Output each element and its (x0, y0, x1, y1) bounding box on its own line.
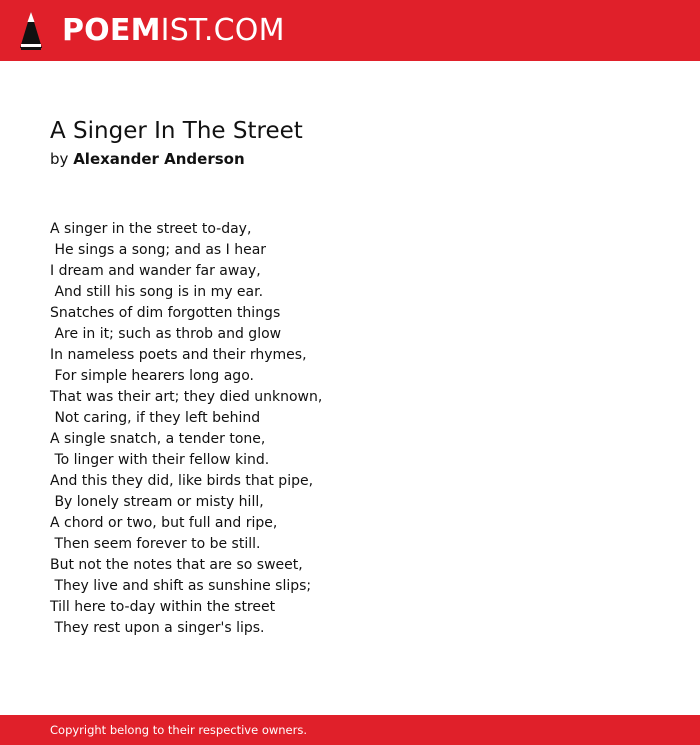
poem-line: And still his song is in my ear. (50, 284, 264, 300)
poem-line: And this they did, like birds that pipe, (50, 473, 314, 489)
brand-light: IST.COM (160, 12, 285, 48)
poem-line: He sings a song; and as I hear (50, 242, 267, 258)
poem-line: A single snatch, a tender tone, (50, 431, 266, 447)
poem-line: Then seem forever to be still. (50, 536, 261, 552)
author-name: Alexander Anderson (73, 150, 245, 168)
poem-line: Till here to-day within the street (50, 599, 276, 615)
poem-line: In nameless poets and their rhymes, (50, 347, 307, 363)
site-logo-text[interactable] (62, 12, 285, 48)
poem-line: But not the notes that are so sweet, (50, 557, 303, 573)
poem-heading (50, 116, 670, 169)
poem-line: A singer in the street to-day, (50, 221, 252, 237)
poem-title: A Singer In The Street (50, 118, 303, 144)
poem-line: Snatches of dim forgotten things (50, 305, 281, 321)
copyright-notice: Copyright belong to their respective owners. (50, 723, 308, 737)
poem-line: Not caring, if they left behind (50, 410, 261, 426)
poem-line: They rest upon a singer's lips. (50, 620, 265, 636)
poem-line: For simple hearers long ago. (50, 368, 254, 384)
brand-bold: POEM (62, 12, 161, 48)
poem-body (50, 219, 670, 639)
site-footer (0, 715, 700, 745)
poem-line: I dream and wander far away, (50, 263, 261, 279)
poem-line: By lonely stream or misty hill, (50, 494, 264, 510)
poem-line: To linger with their fellow kind. (50, 452, 270, 468)
site-header (0, 0, 700, 61)
poem-line: Are in it; such as throb and glow (50, 326, 282, 342)
byline (50, 149, 670, 169)
poem-line: That was their art; they died unknown, (50, 389, 323, 405)
by-label: by (50, 150, 69, 168)
poem-line: A chord or two, but full and ripe, (50, 515, 278, 531)
poem-line: They live and shift as sunshine slips; (50, 578, 312, 594)
pencil-tip-icon[interactable] (18, 10, 44, 52)
